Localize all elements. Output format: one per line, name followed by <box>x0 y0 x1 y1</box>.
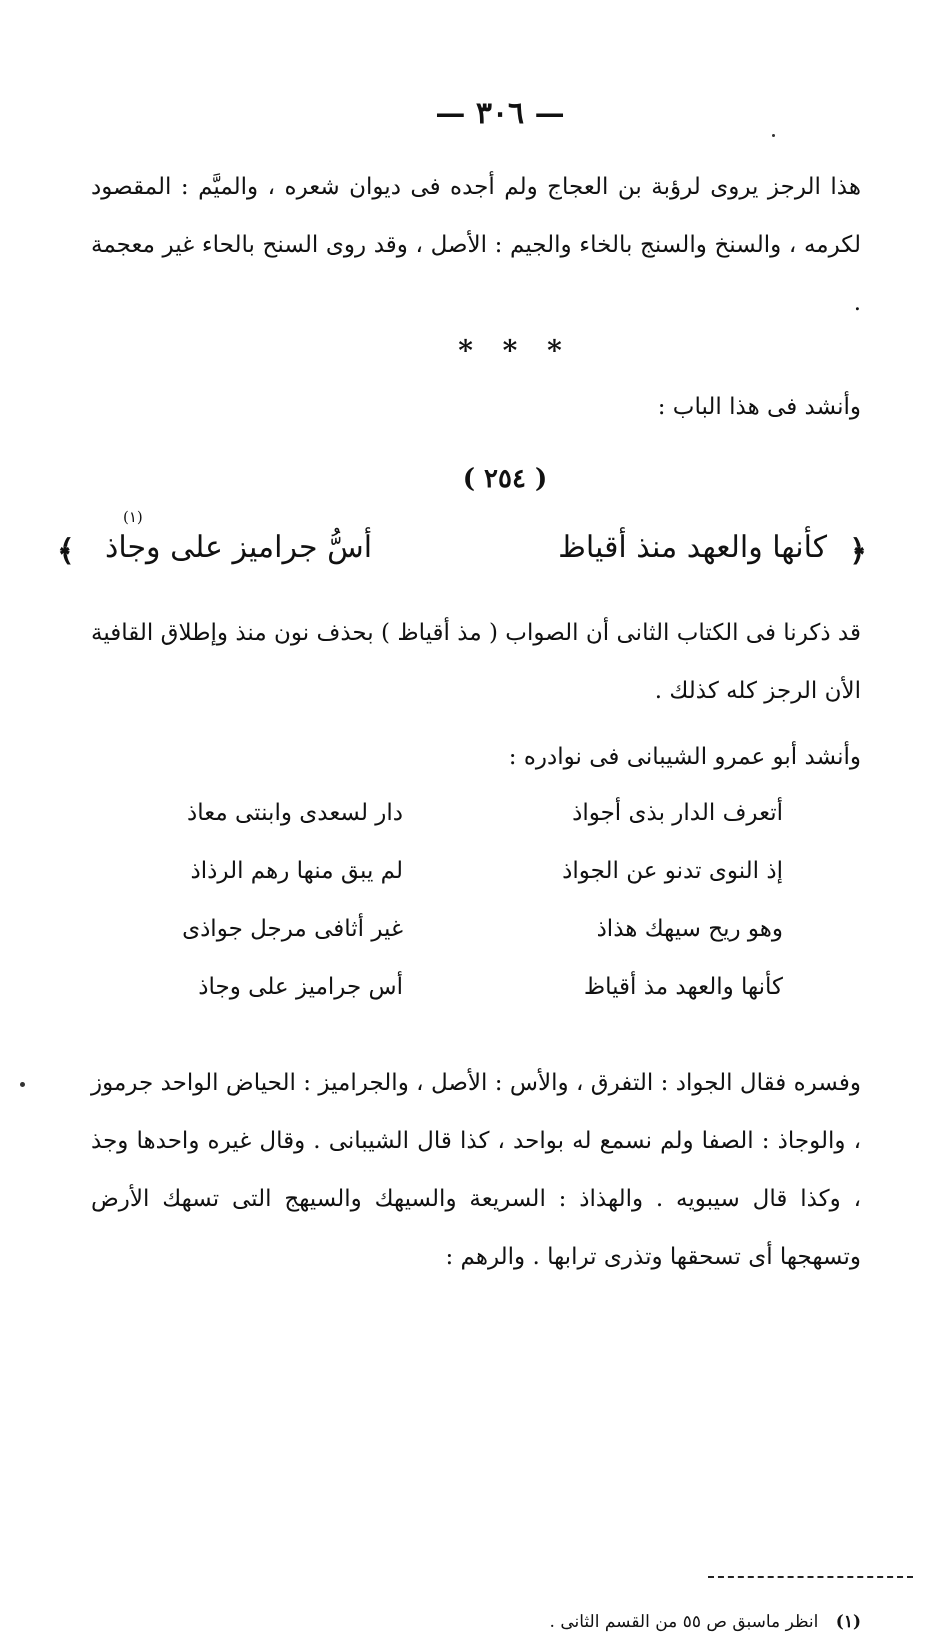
verse-hemistich-2: دار لسعدى وابنتى معاذ <box>187 800 403 826</box>
featured-verse-hemistich-1: كأنها والعهد منذ أقياظ <box>558 530 827 565</box>
footnote-number: (١) <box>835 1612 861 1632</box>
intro-line: وأنشد فى هذا الباب : <box>657 394 861 420</box>
paragraph-commentary-1: هذا الرجز يروى لرؤبة بن العجاج ولم أجده فى ديوان شعره ، والميَّم : المقصود لكرمه ، والسنخ والسنج بالخاء والجيم : الأصل ، وقد روى السنح بالحاء غير معجمة . <box>91 174 861 316</box>
verse-row <box>143 916 783 974</box>
verse-block <box>143 800 783 1032</box>
paragraph-commentary-2: قد ذكرنا فى الكتاب الثانى أن الصواب ( مذ أقياظ ) بحذف نون منذ وإطلاق القافية الأن الرجز كله كذلك . <box>91 620 861 704</box>
verse-row <box>143 800 783 858</box>
intro-line-2: وأنشد أبو عمرو الشيبانى فى نوادره : <box>508 744 861 770</box>
verse-hemistich-2: أس جراميز على وجاذ <box>198 974 403 1000</box>
footnote-divider <box>708 1576 913 1578</box>
page-number: — ٣٠٦ — <box>435 96 565 131</box>
verse-hemistich-2: لم يبق منها رهم الرذاذ <box>190 858 403 884</box>
verse-open-bracket: ﴿ <box>849 534 867 569</box>
paragraph-commentary-3: وفسره فقال الجواد : التفرق ، والأس : الأصل ، والجراميز : الحياض الواحد جرموز ، والوجاذ : الصفا ولم نسمع له بواحد ، كذا قال الشيبانى . وقال غيره واحدها وجذ ، وكذا قال سيبويه . والهذاذ : السريعة والسيهك والسيهج التى تسهك الأرض وتسهجها أى تسحقها وتذرى ترابها . والرهم : <box>91 1070 861 1270</box>
verse-close-bracket: ﴾ <box>57 534 75 569</box>
section-separator: * * * <box>458 334 572 367</box>
speck-mark <box>772 134 775 137</box>
poem-number: ( ٢٥٤ ) <box>462 464 548 494</box>
verse-hemistich-1: إذ النوى تدنو عن الجواذ <box>562 858 783 884</box>
verse-hemistich-1: أتعرف الدار بذى أجواذ <box>572 800 783 826</box>
verse-hemistich-2: غير أثافى مرجل جواذى <box>182 916 403 942</box>
footnote <box>550 1612 861 1632</box>
featured-verse-hemistich-2: أسُّ جراميز على وجاذ <box>105 530 373 565</box>
speck-mark <box>20 1082 25 1087</box>
verse-row <box>143 858 783 916</box>
footnote-text: انظر ماسبق ص ٥٥ من القسم الثانى . <box>549 1612 819 1632</box>
footnote-marker: (١) <box>123 508 143 526</box>
verse-row <box>143 974 783 1032</box>
verse-hemistich-1: وهو ريح سيهك هذاذ <box>596 916 783 942</box>
verse-hemistich-1: كأنها والعهد مذ أقياظ <box>583 974 783 1000</box>
